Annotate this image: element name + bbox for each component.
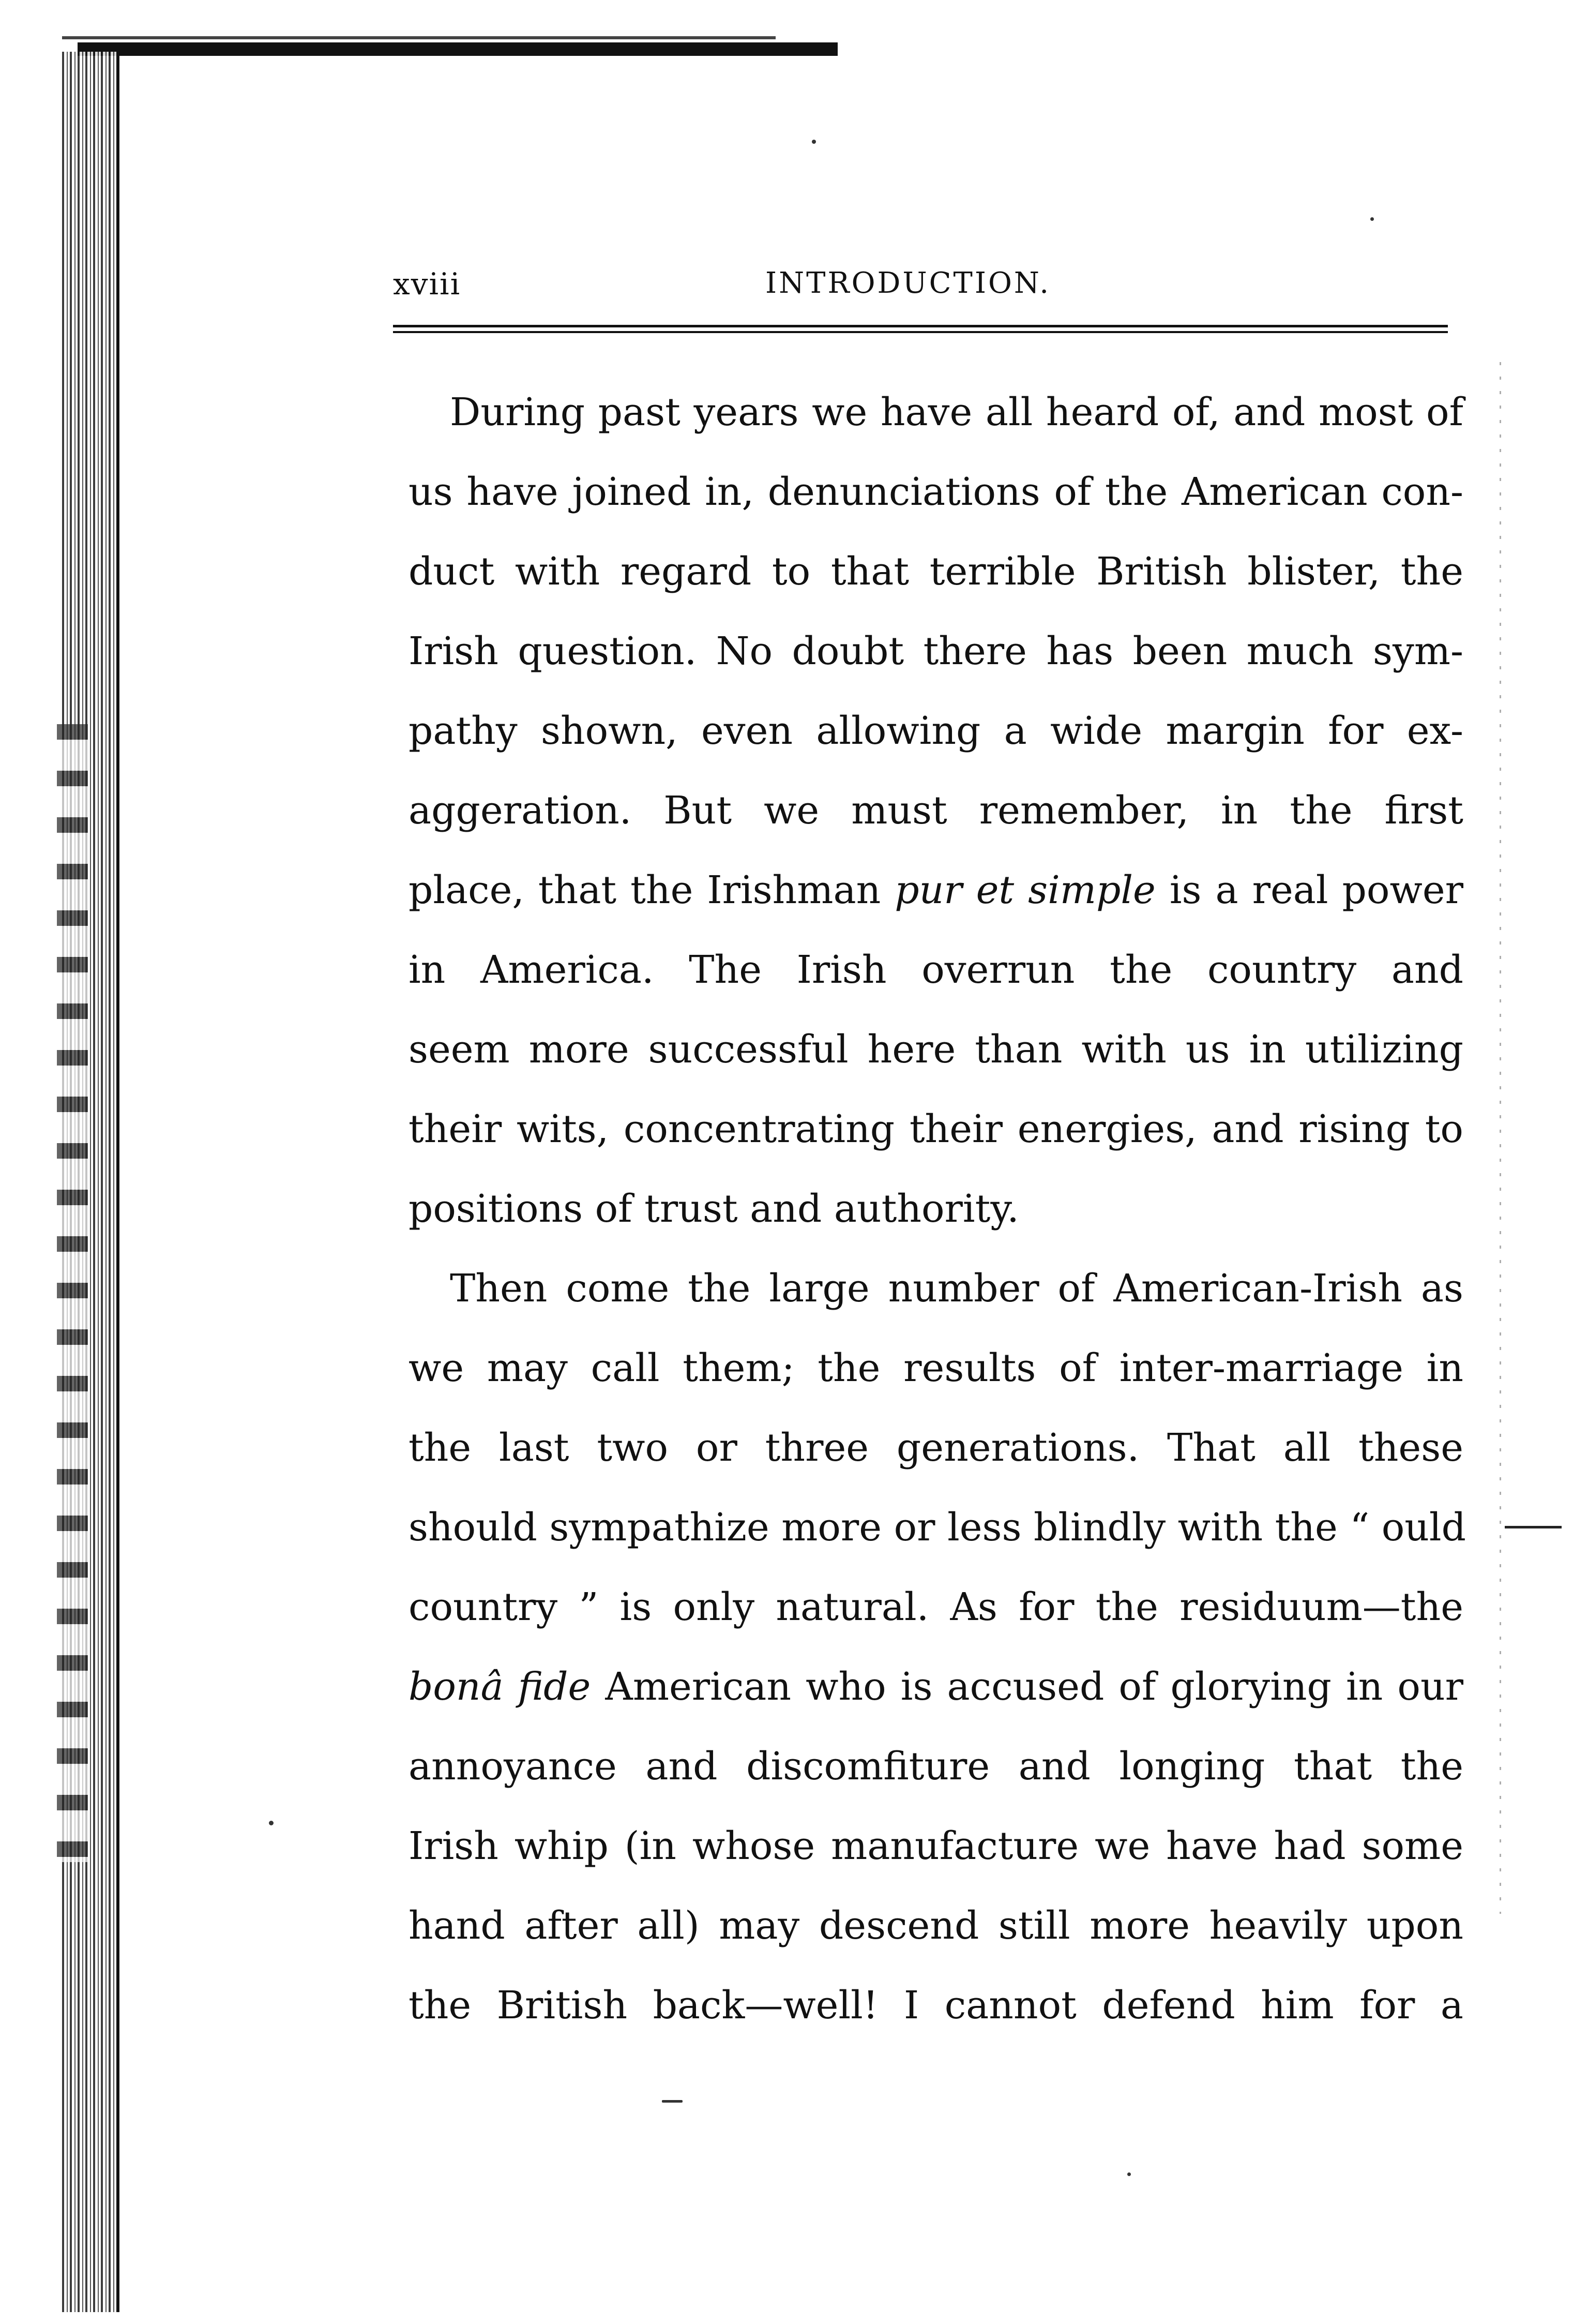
page-number: xviii [393,266,461,302]
scan-top-shadow [62,36,776,39]
page-right-edge [1500,362,1501,1914]
scan-top-bar [78,42,838,56]
text-line: annoyance and discomfiture and longing that the [409,1744,1463,1789]
text-line: seem more successful here than with us in utilizing [409,1027,1463,1072]
paragraph-1 [409,372,1463,1249]
text-line: During past years we have all heard of, and most of [450,390,1463,434]
speck [812,140,816,144]
text-line: us have joined in, denunciations of the American con- [409,470,1463,514]
text-line: Irish question. No doubt there has been much sym- [409,629,1463,673]
binding-marks [57,724,88,1862]
italic-phrase: bonâ fide [409,1665,591,1709]
text-line: the British back—well! I cannot defend him for a [409,1983,1463,2028]
text-line: their wits, concentrating their energies, and rising to [409,1107,1463,1151]
text-run: place, that the Irishman [409,868,895,912]
speck [269,1821,274,1825]
text-run: is a real power [1155,868,1463,912]
running-title: INTRODUCTION. [765,266,1051,300]
header-double-rule [393,325,1448,333]
text-line: aggeration. But we must remember, in the first [409,788,1463,833]
speck [1127,2172,1131,2176]
speck [662,2100,683,2103]
text-line: in America. The Irish overrun the country and [409,948,1463,992]
text-line: pathy shown, even allowing a wide margin for ex- [409,709,1463,753]
text-line: should sympathize more or less blindly with the “ ould [409,1505,1466,1550]
text-line: hand after all) may descend still more heavily upon [409,1903,1463,1948]
text-run: American who is accused of glorying in our [591,1665,1463,1709]
text-line [409,850,1463,930]
text-line: the last two or three generations. That all these [409,1426,1463,1470]
text-line: country ” is only natural. As for the residuum—the [409,1585,1463,1629]
speck [1370,217,1374,221]
text-line: duct with regard to that terrible British blister, the [409,549,1463,594]
text-line: Irish whip (in whose manufacture we have had some [409,1824,1463,1868]
text-line: Then come the large number of American-Irish as [450,1266,1463,1311]
body-text [409,372,1466,2045]
text-line: positions of trust and authority. [409,1187,1019,1231]
paragraph-2 [409,1249,1466,2045]
page-right-mark [1505,1526,1562,1528]
italic-phrase: pur et simple [895,868,1156,912]
running-head [393,266,1448,313]
text-line: we may call them; the results of inter-marriage in [409,1346,1463,1390]
page-left-edge [116,52,119,2312]
text-line [409,1647,1463,1727]
